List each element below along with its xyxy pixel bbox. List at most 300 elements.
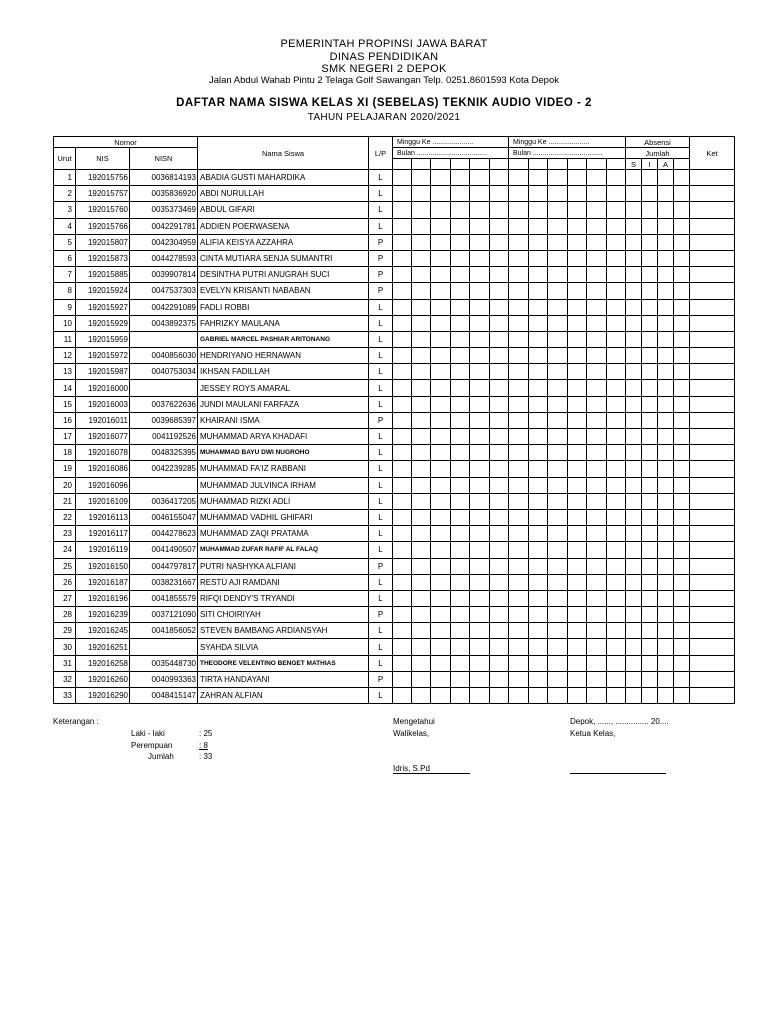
attendance-cell (674, 607, 690, 623)
row-number: 7 (54, 267, 76, 283)
attendance-cell (658, 218, 674, 234)
attendance-cell (470, 299, 490, 315)
day-cell (587, 159, 607, 170)
attendance-cell (658, 267, 674, 283)
day-cell (431, 159, 451, 170)
attendance-cell (451, 234, 470, 250)
attendance-cell (626, 590, 642, 606)
table-row (54, 218, 735, 234)
attendance-cell (470, 671, 490, 687)
attendance-cell (587, 283, 607, 299)
attendance-cell (451, 688, 470, 704)
attendance-cell (490, 445, 509, 461)
attendance-cell (658, 364, 674, 380)
attendance-cell (470, 526, 490, 542)
attendance-cell (607, 331, 626, 347)
attendance-cell (451, 655, 470, 671)
row-nis: 192015873 (76, 250, 130, 266)
attendance-cell (658, 445, 674, 461)
row-nisn (130, 331, 198, 347)
attendance-cell (412, 250, 431, 266)
attendance-cell (509, 574, 529, 590)
attendance-cell (548, 639, 568, 655)
row-name: PUTRI NASHYKA ALFIANI (198, 558, 369, 574)
attendance-cell (529, 623, 548, 639)
attendance-cell (470, 558, 490, 574)
attendance-cell (490, 315, 509, 331)
row-ket (690, 380, 735, 396)
row-number: 26 (54, 574, 76, 590)
attendance-cell (568, 429, 587, 445)
row-ket (690, 429, 735, 445)
row-name: FADLI ROBBI (198, 299, 369, 315)
row-nis: 192015987 (76, 364, 130, 380)
row-name: ABADIA GUSTI MAHARDIKA (198, 170, 369, 186)
table-row (54, 283, 735, 299)
attendance-cell (642, 331, 658, 347)
row-gender: P (369, 234, 393, 250)
attendance-cell (412, 639, 431, 655)
attendance-cell (431, 558, 451, 574)
attendance-cell (470, 396, 490, 412)
attendance-cell (431, 331, 451, 347)
row-name: MUHAMMAD RIZKI ADLI (198, 493, 369, 509)
row-nis: 192016150 (76, 558, 130, 574)
row-nis: 192015766 (76, 218, 130, 234)
attendance-cell (568, 607, 587, 623)
attendance-cell (412, 218, 431, 234)
attendance-cell (674, 477, 690, 493)
day-cell (451, 159, 470, 170)
attendance-cell (607, 509, 626, 525)
attendance-cell (626, 542, 642, 558)
row-gender: L (369, 429, 393, 445)
attendance-cell (674, 445, 690, 461)
row-nis: 192016245 (76, 623, 130, 639)
attendance-cell (587, 671, 607, 687)
row-nisn: 0041855579 (130, 590, 198, 606)
attendance-cell (587, 396, 607, 412)
attendance-cell (587, 364, 607, 380)
attendance-cell (490, 299, 509, 315)
attendance-cell (626, 234, 642, 250)
row-ket (690, 623, 735, 639)
attendance-cell (548, 461, 568, 477)
attendance-cell (607, 186, 626, 202)
attendance-cell (412, 234, 431, 250)
attendance-cell (607, 429, 626, 445)
attendance-cell (490, 250, 509, 266)
attendance-cell (451, 526, 470, 542)
row-number: 22 (54, 509, 76, 525)
attendance-cell (607, 396, 626, 412)
attendance-cell (529, 477, 548, 493)
attendance-cell (642, 671, 658, 687)
attendance-cell (568, 526, 587, 542)
table-row (54, 348, 735, 364)
row-ket (690, 186, 735, 202)
attendance-cell (568, 590, 587, 606)
footer-walikelas: Walikelas, (393, 729, 430, 738)
attendance-cell (626, 348, 642, 364)
attendance-cell (529, 170, 548, 186)
attendance-cell (412, 380, 431, 396)
row-gender: L (369, 542, 393, 558)
page-subtitle: TAHUN PELAJARAN 2020/2021 (307, 112, 461, 123)
attendance-cell (548, 526, 568, 542)
attendance-cell (674, 493, 690, 509)
row-gender: L (369, 170, 393, 186)
attendance-cell (642, 461, 658, 477)
row-ket (690, 267, 735, 283)
attendance-cell (470, 655, 490, 671)
row-nis: 192016117 (76, 526, 130, 542)
row-nis: 192016258 (76, 655, 130, 671)
attendance-cell (674, 315, 690, 331)
attendance-cell (431, 396, 451, 412)
attendance-cell (431, 234, 451, 250)
attendance-cell (548, 509, 568, 525)
attendance-cell (393, 250, 412, 266)
header-row-2 (54, 148, 735, 159)
row-gender: P (369, 250, 393, 266)
row-number: 11 (54, 331, 76, 347)
row-nisn: 0044278623 (130, 526, 198, 542)
attendance-cell (587, 299, 607, 315)
row-name: ZAHRAN ALFIAN (198, 688, 369, 704)
row-number: 25 (54, 558, 76, 574)
attendance-cell (607, 250, 626, 266)
attendance-cell (642, 493, 658, 509)
attendance-cell (509, 542, 529, 558)
attendance-cell (642, 267, 658, 283)
attendance-cell (393, 364, 412, 380)
attendance-cell (568, 234, 587, 250)
attendance-cell (393, 574, 412, 590)
attendance-cell (509, 364, 529, 380)
attendance-cell (451, 558, 470, 574)
attendance-cell (658, 639, 674, 655)
header-nisn: NISN (130, 148, 198, 170)
attendance-cell (607, 671, 626, 687)
attendance-cell (451, 202, 470, 218)
attendance-cell (568, 493, 587, 509)
row-number: 14 (54, 380, 76, 396)
attendance-cell (451, 299, 470, 315)
row-number: 9 (54, 299, 76, 315)
page-title: DAFTAR NAMA SISWA KELAS XI (SEBELAS) TEKNIK AUDIO VIDEO - 2 (176, 97, 592, 109)
attendance-cell (674, 364, 690, 380)
attendance-cell (568, 542, 587, 558)
header-i: I (642, 159, 658, 170)
attendance-cell (451, 461, 470, 477)
attendance-cell (568, 639, 587, 655)
row-number: 29 (54, 623, 76, 639)
row-ket (690, 364, 735, 380)
attendance-cell (509, 509, 529, 525)
attendance-cell (529, 542, 548, 558)
attendance-cell (393, 639, 412, 655)
row-nis: 192015885 (76, 267, 130, 283)
attendance-cell (509, 299, 529, 315)
attendance-cell (451, 623, 470, 639)
attendance-cell (509, 526, 529, 542)
row-ket (690, 493, 735, 509)
attendance-cell (470, 186, 490, 202)
attendance-cell (393, 477, 412, 493)
attendance-cell (470, 429, 490, 445)
attendance-cell (509, 461, 529, 477)
attendance-cell (642, 655, 658, 671)
table-row (54, 558, 735, 574)
attendance-cell (626, 315, 642, 331)
attendance-cell (451, 331, 470, 347)
attendance-cell (451, 267, 470, 283)
row-number: 31 (54, 655, 76, 671)
attendance-cell (393, 202, 412, 218)
row-ket (690, 607, 735, 623)
row-nisn: 0041192526 (130, 429, 198, 445)
header-minggu-2: Minggu Ke ..................... (509, 137, 626, 148)
attendance-cell (451, 412, 470, 428)
attendance-cell (431, 299, 451, 315)
row-nis: 192015959 (76, 331, 130, 347)
attendance-cell (587, 186, 607, 202)
attendance-cell (548, 396, 568, 412)
attendance-cell (431, 607, 451, 623)
header-bulan-1: Bulan .................................... (393, 148, 509, 159)
attendance-cell (674, 348, 690, 364)
attendance-cell (529, 607, 548, 623)
attendance-cell (658, 315, 674, 331)
attendance-cell (607, 283, 626, 299)
row-ket (690, 315, 735, 331)
attendance-cell (642, 186, 658, 202)
attendance-cell (587, 445, 607, 461)
header-school: SMK NEGERI 2 DEPOK (321, 63, 447, 75)
attendance-cell (393, 655, 412, 671)
row-gender: P (369, 412, 393, 428)
attendance-cell (451, 429, 470, 445)
day-cell (607, 159, 626, 170)
row-gender: L (369, 380, 393, 396)
attendance-cell (658, 558, 674, 574)
attendance-cell (412, 688, 431, 704)
attendance-cell (431, 445, 451, 461)
attendance-cell (431, 186, 451, 202)
attendance-cell (470, 315, 490, 331)
attendance-cell (642, 607, 658, 623)
attendance-cell (451, 445, 470, 461)
row-nisn: 0044278593 (130, 250, 198, 266)
row-name: RIFQI DENDY'S TRYANDI (198, 590, 369, 606)
attendance-cell (548, 234, 568, 250)
attendance-cell (607, 526, 626, 542)
attendance-cell (587, 315, 607, 331)
attendance-cell (674, 202, 690, 218)
attendance-cell (658, 493, 674, 509)
attendance-cell (529, 315, 548, 331)
row-nis: 192015972 (76, 348, 130, 364)
row-nis: 192015924 (76, 283, 130, 299)
attendance-cell (674, 623, 690, 639)
header-jumlah: Jumlah (626, 148, 690, 159)
attendance-cell (607, 364, 626, 380)
attendance-cell (431, 348, 451, 364)
header-a: A (658, 159, 674, 170)
attendance-cell (412, 671, 431, 687)
row-nisn: 0035836920 (130, 186, 198, 202)
attendance-cell (529, 250, 548, 266)
attendance-cell (607, 558, 626, 574)
row-nisn: 0042291089 (130, 299, 198, 315)
attendance-cell (568, 283, 587, 299)
attendance-cell (431, 218, 451, 234)
row-number: 13 (54, 364, 76, 380)
row-number: 4 (54, 218, 76, 234)
row-gender: L (369, 445, 393, 461)
row-name: MUHAMMAD ZAQI PRATAMA (198, 526, 369, 542)
attendance-cell (674, 574, 690, 590)
attendance-cell (529, 267, 548, 283)
attendance-cell (431, 202, 451, 218)
attendance-cell (509, 445, 529, 461)
attendance-cell (412, 623, 431, 639)
attendance-cell (470, 348, 490, 364)
row-ket (690, 202, 735, 218)
attendance-cell (431, 655, 451, 671)
row-nis: 192015929 (76, 315, 130, 331)
attendance-cell (587, 267, 607, 283)
attendance-cell (412, 542, 431, 558)
table-row (54, 461, 735, 477)
row-nis: 192016290 (76, 688, 130, 704)
row-nis: 192015927 (76, 299, 130, 315)
attendance-cell (587, 234, 607, 250)
row-nis: 192016078 (76, 445, 130, 461)
attendance-cell (393, 429, 412, 445)
attendance-cell (568, 396, 587, 412)
attendance-cell (548, 688, 568, 704)
attendance-cell (607, 493, 626, 509)
attendance-cell (412, 461, 431, 477)
attendance-cell (587, 574, 607, 590)
attendance-cell (587, 542, 607, 558)
attendance-cell (451, 671, 470, 687)
attendance-cell (451, 186, 470, 202)
attendance-cell (412, 170, 431, 186)
attendance-cell (626, 509, 642, 525)
attendance-cell (674, 170, 690, 186)
attendance-cell (548, 218, 568, 234)
attendance-cell (674, 331, 690, 347)
attendance-cell (393, 218, 412, 234)
attendance-cell (626, 170, 642, 186)
attendance-cell (568, 315, 587, 331)
attendance-cell (626, 639, 642, 655)
row-gender: L (369, 688, 393, 704)
attendance-cell (529, 445, 548, 461)
header-blank (674, 159, 690, 170)
attendance-cell (658, 186, 674, 202)
attendance-cell (509, 202, 529, 218)
row-nisn: 0037622636 (130, 396, 198, 412)
attendance-cell (412, 267, 431, 283)
table-row (54, 315, 735, 331)
row-name: KHAIRANI ISMA (198, 412, 369, 428)
attendance-cell (548, 250, 568, 266)
attendance-cell (607, 170, 626, 186)
attendance-cell (587, 639, 607, 655)
attendance-cell (431, 542, 451, 558)
row-nisn: 0040753034 (130, 364, 198, 380)
attendance-cell (412, 348, 431, 364)
attendance-cell (658, 623, 674, 639)
header-address: Jalan Abdul Wahab Pintu 2 Telaga Golf Sawangan Telp. 0251.8601593 Kota Depok (208, 75, 559, 86)
attendance-cell (568, 186, 587, 202)
row-name: MUHAMMAD ARYA KHADAFI (198, 429, 369, 445)
attendance-cell (658, 461, 674, 477)
attendance-cell (490, 623, 509, 639)
row-ket (690, 526, 735, 542)
attendance-cell (548, 380, 568, 396)
attendance-cell (642, 574, 658, 590)
attendance-cell (529, 671, 548, 687)
attendance-cell (431, 623, 451, 639)
table-row (54, 526, 735, 542)
attendance-cell (490, 639, 509, 655)
table-row (54, 202, 735, 218)
attendance-cell (509, 396, 529, 412)
attendance-cell (470, 607, 490, 623)
attendance-cell (642, 542, 658, 558)
attendance-cell (658, 509, 674, 525)
row-name: TIRTA HANDAYANI (198, 671, 369, 687)
attendance-cell (658, 348, 674, 364)
attendance-cell (393, 526, 412, 542)
row-number: 5 (54, 234, 76, 250)
attendance-cell (490, 412, 509, 428)
attendance-cell (642, 364, 658, 380)
attendance-cell (607, 477, 626, 493)
row-number: 3 (54, 202, 76, 218)
attendance-cell (658, 299, 674, 315)
row-number: 30 (54, 639, 76, 655)
attendance-cell (509, 590, 529, 606)
attendance-cell (431, 509, 451, 525)
attendance-cell (658, 607, 674, 623)
attendance-cell (674, 526, 690, 542)
attendance-cell (470, 234, 490, 250)
header-nis: NIS (76, 148, 130, 170)
attendance-cell (642, 218, 658, 234)
attendance-cell (490, 283, 509, 299)
row-nis: 192016109 (76, 493, 130, 509)
attendance-cell (431, 461, 451, 477)
table-row (54, 186, 735, 202)
attendance-cell (607, 461, 626, 477)
attendance-cell (509, 655, 529, 671)
attendance-cell (470, 250, 490, 266)
row-nis: 192015760 (76, 202, 130, 218)
attendance-cell (451, 542, 470, 558)
row-name: RESTU AJI RAMDANI (198, 574, 369, 590)
attendance-cell (490, 526, 509, 542)
attendance-cell (568, 509, 587, 525)
attendance-cell (548, 364, 568, 380)
row-nis: 192016260 (76, 671, 130, 687)
row-nisn: 0035373469 (130, 202, 198, 218)
